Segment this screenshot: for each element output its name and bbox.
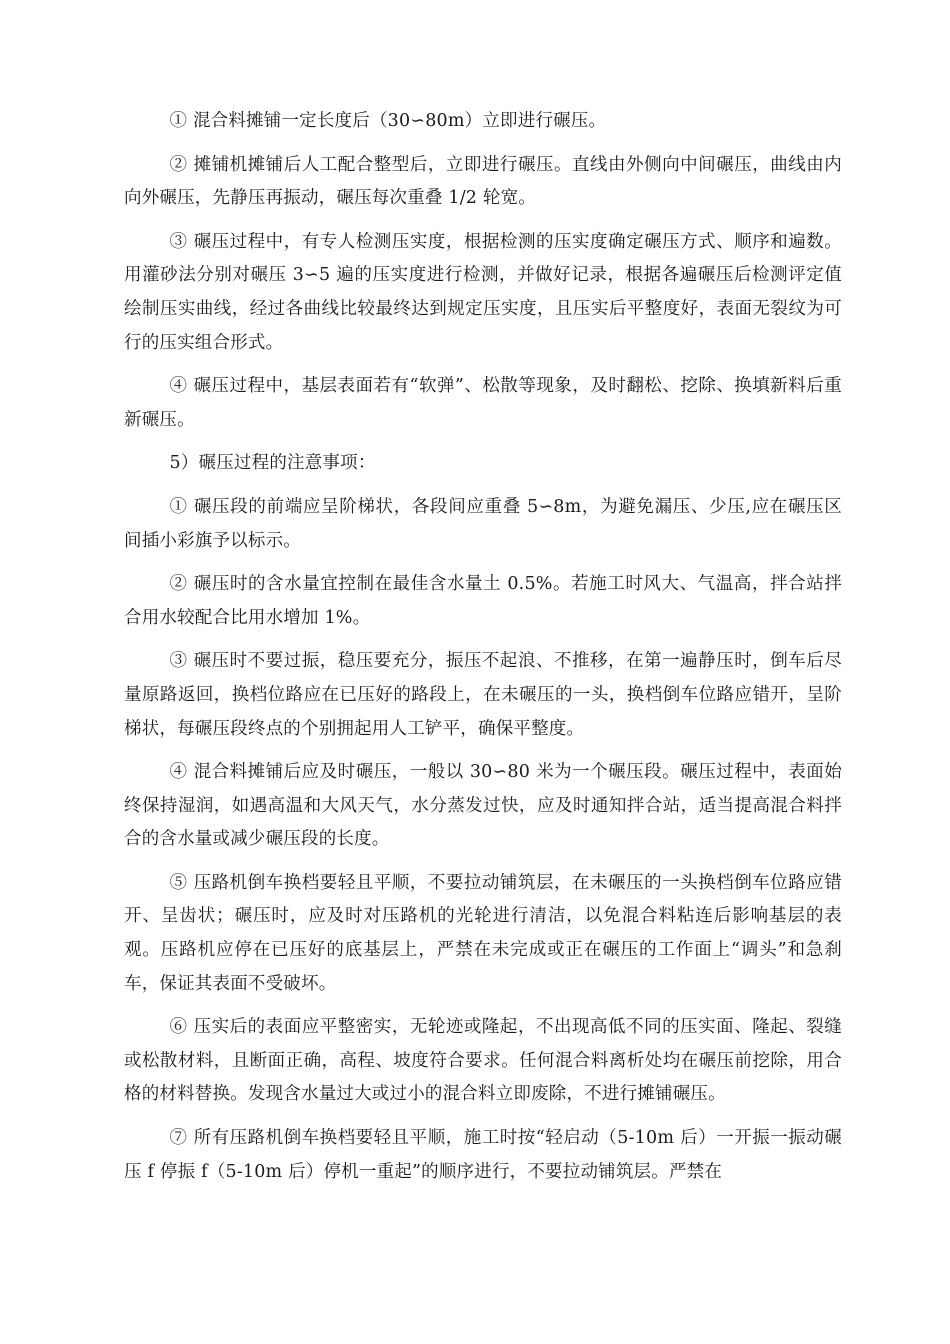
paragraph-8: ④ 混合料摊铺后应及时碾压，一般以 30∽80 米为一个碾压段。碾压过程中，表面始终保持湿润，如遇高温和大风天气，水分蒸发过快，应及时通知拌合站，适当提高混合料拌合的含水量或减少碾压段的长度。 <box>124 762 842 850</box>
paragraph-7: ③ 碾压时不要过振，稳压要充分，振压不起浪、不推移，在第一遍静压时，倒车后尽量原路返回，换档位路应在已压好的路段上，在未碾压的一头，换档倒车位路应错开，呈阶梯状，每碾压段终点的个别拥起用人工铲平，确保平整度。 <box>124 651 842 739</box>
document-body <box>124 105 842 1199</box>
section-heading: 5）碾压过程的注意事项： <box>169 453 376 474</box>
paragraph-10: ⑥ 压实后的表面应平整密实，无轮迹或隆起，不出现高低不同的压实面、隆起、裂缝或松散材料，且断面正确，高程、坡度符合要求。任何混合料离析处均在碾压前挖除，用合格的材料替换。发现含水量过大或过小的混合料立即废除，不进行摊铺碾压。 <box>124 1017 842 1105</box>
paragraph-9: ⑤ 压路机倒车换档要轻且平顺，不要拉动铺筑层，在未碾压的一头换档倒车位路应错开、呈齿状；碾压时，应及时对压路机的光轮进行清洁，以免混合料粘连后影响基层的表观。压路机应停在已压好的底基层上，严禁在未完成或正在碾压的工作面上“调头”和急刹车，保证其表面不受破坏。 <box>124 872 842 994</box>
paragraph-4: ④ 碾压过程中，基层表面若有“软弹”、松散等现象，及时翻松、挖除、换填新料后重新碾压。 <box>124 376 842 430</box>
paragraph-2: ② 摊铺机摊铺后人工配合整型后，立即进行碾压。直线由外侧向中间碾压，曲线由内向外碾压，先静压再振动，碾压每次重叠 1/2 轮宽。 <box>124 154 842 209</box>
paragraph-6: ② 碾压时的含水量宜控制在最佳含水量土 0.5%。若施工时风大、气温高，拌合站拌合用水较配合比用水增加 1%。 <box>124 574 842 628</box>
paragraph-5: ① 碾压段的前端应呈阶梯状，各段间应重叠 5∽8m，为避免漏压、少压,应在碾压区间插小彩旗予以标示。 <box>124 496 842 551</box>
paragraph-11: ⑦ 所有压路机倒车换档要轻且平顺，施工时按“轻启动（5-10m 后）一开振一振动碾压 f 停振 f（5-10m 后）停机一重起”的顺序进行，不要拉动铺筑层。严禁在 <box>124 1128 842 1182</box>
paragraph-1: ① 混合料摊铺一定长度后（30∽80m）立即进行碾压。 <box>169 111 607 131</box>
paragraph-3: ③ 碾压过程中，有专人检测压实度，根据检测的压实度确定碾压方式、顺序和遍数。用灌砂法分别对碾压 3∽5 遍的压实度进行检测，并做好记录，根据各遍碾压后检测评定值绘制压实曲线，经过各曲线比较最终达到规定压实度，且压实后平整度好，表面无裂纹为可行的压实组合形式。 <box>124 231 842 353</box>
